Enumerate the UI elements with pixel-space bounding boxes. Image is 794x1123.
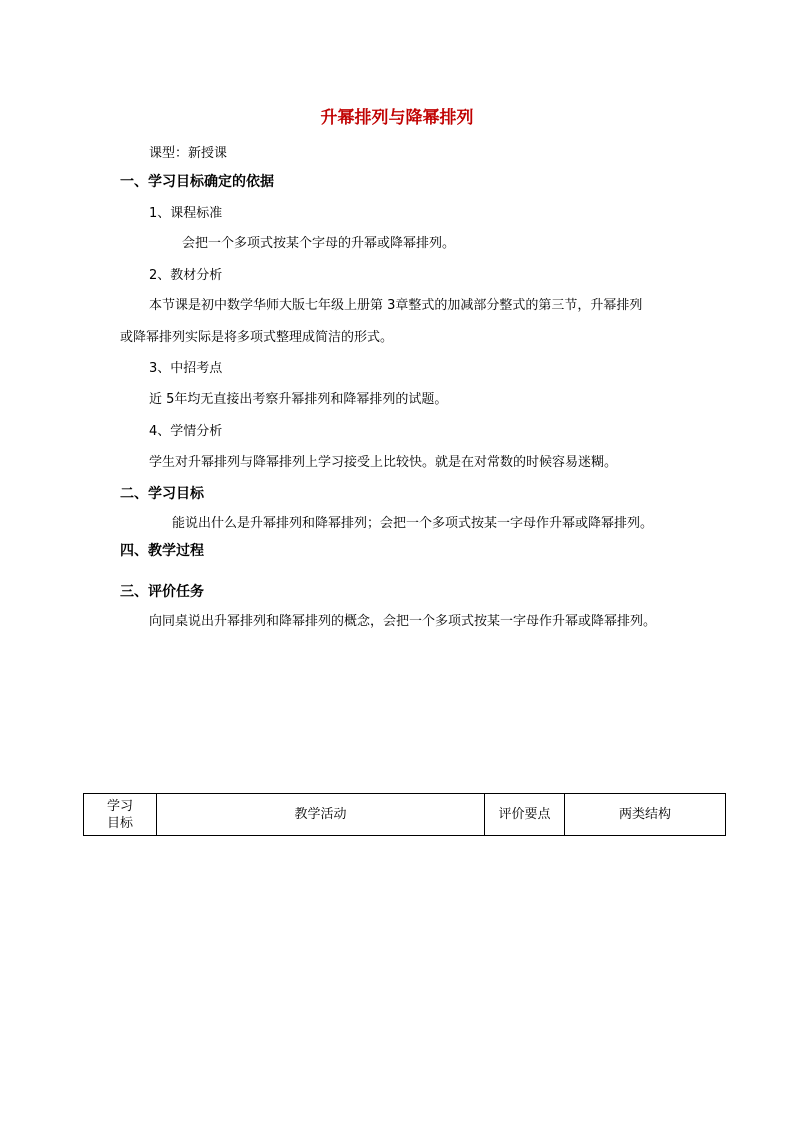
document-title: 升幂排列与降幂排列 <box>320 108 474 128</box>
section-1-heading: 一、学习目标确定的依据 <box>120 174 274 190</box>
subsection-3-heading: 3、中招考点 <box>149 361 223 376</box>
teaching-process-table <box>83 793 726 836</box>
table-header-row <box>84 794 726 836</box>
subsection-2-text-line-1: 本节课是初中数学华师大版七年级上册第 3章整式的加减部分整式的第三节，升幂排列 <box>149 298 643 313</box>
learning-goal-line-2: 目标 <box>106 815 133 831</box>
subsection-4-text: 学生对升幂排列与降幂排列上学习接受上比较快。就是在对常数的时候容易迷糊。 <box>149 455 618 470</box>
subsection-3-text: 近 5年均无直接出考察升幂排列和降幂排列的试题。 <box>149 392 448 407</box>
table-header-teaching-activity: 教学活动 <box>157 794 485 836</box>
section-2-text: 能说出什么是升幂排列和降幂排列；会把一个多项式按某一字母作升幂或降幂排列。 <box>172 516 654 531</box>
subsection-2-heading: 2、教材分析 <box>149 268 223 283</box>
table-header-two-structures: 两类结构 <box>565 794 726 836</box>
subsection-4-heading: 4、学情分析 <box>149 424 223 439</box>
subsection-1-text: 会把一个多项式按某个字母的升幂或降幂排列。 <box>182 236 456 251</box>
subsection-2-text-line-2: 或降幂排列实际是将多项式整理成简洁的形式。 <box>120 330 394 345</box>
section-3-heading: 三、评价任务 <box>120 584 204 600</box>
section-2-heading: 二、学习目标 <box>120 486 204 502</box>
lesson-type: 课型：新授课 <box>149 146 228 161</box>
table-header-evaluation-points: 评价要点 <box>485 794 565 836</box>
section-3-text: 向同桌说出升幂排列和降幂排列的概念，会把一个多项式按某一字母作升幂或降幂排列。 <box>149 614 657 629</box>
subsection-1-heading: 1、课程标准 <box>149 206 223 221</box>
table-header-learning-goal <box>84 794 157 836</box>
section-4-heading: 四、教学过程 <box>120 543 204 559</box>
learning-goal-line-1: 学习 <box>106 798 133 814</box>
